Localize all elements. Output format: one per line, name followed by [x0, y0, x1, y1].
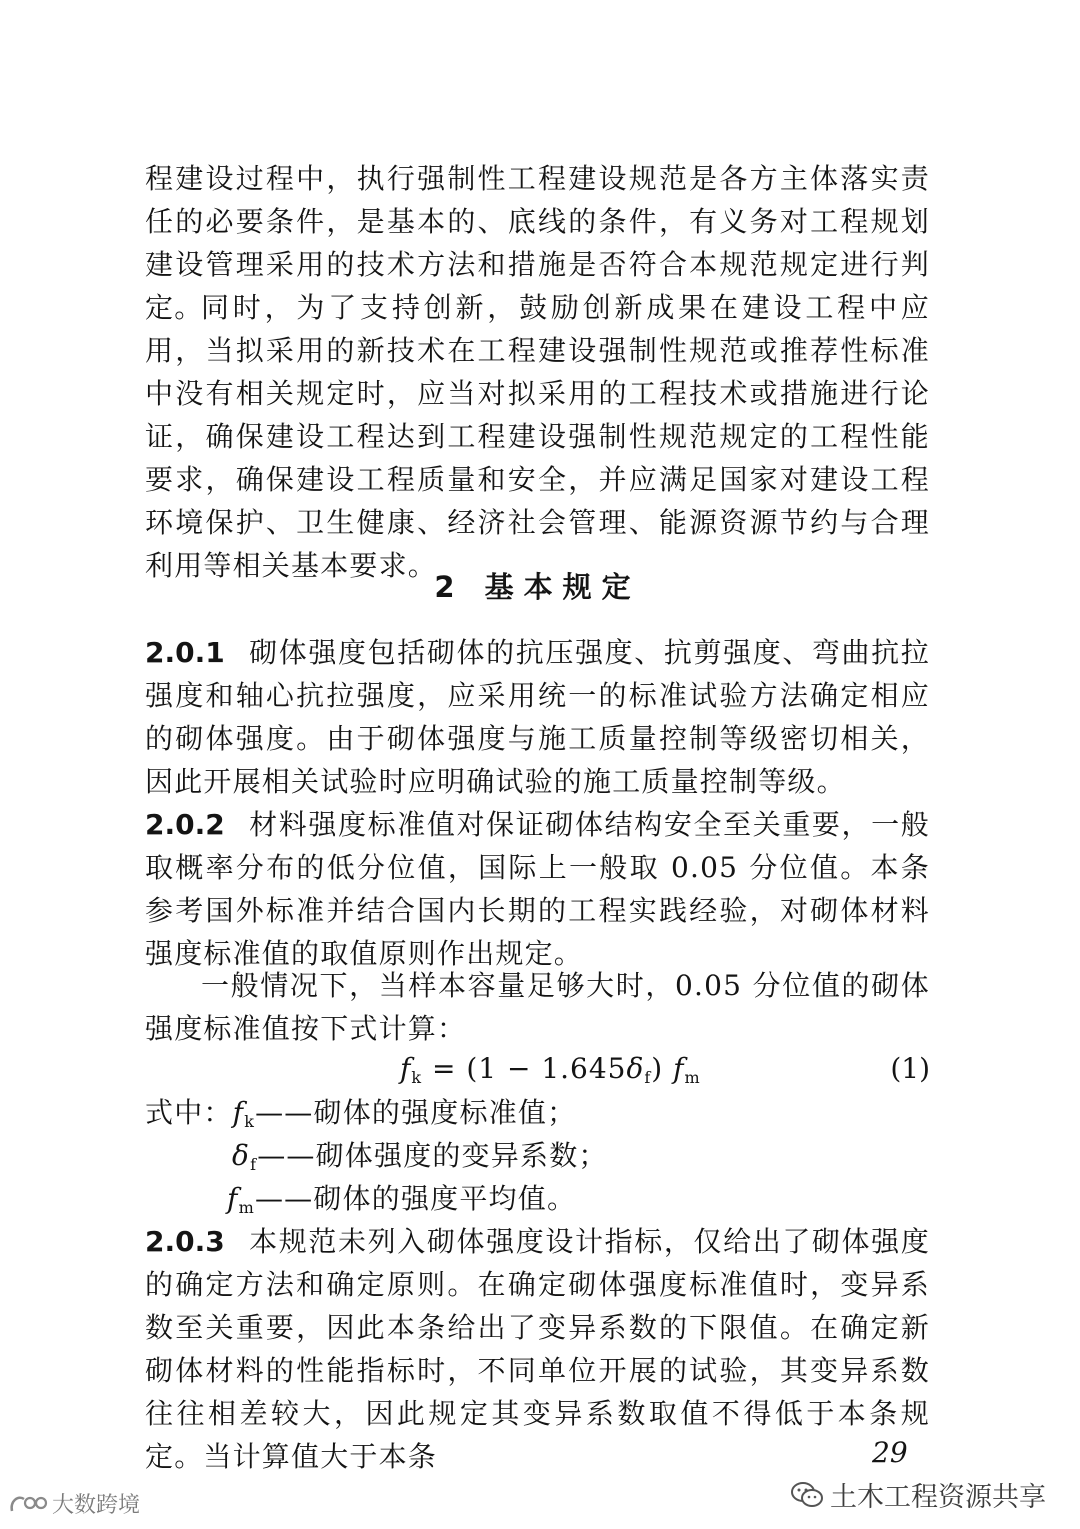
- clause-text: 砌体强度包括砌体的抗压强度、抗剪强度、弯曲抗拉强度和轴心抗拉强度，应采用统一的标准试验方法确定相应的砌体强度。由于砌体强度与施工质量控制等级密切相关，因此开展相关试验时应明确试验的施工质量控制等级。: [145, 636, 930, 798]
- clause-text: 材料强度标准值对保证砌体结构安全至关重要，一般取概率分布的低分位值，国际上一般取 0.05 分位值。本条参考国外标准并结合国内长期的工程实践经验，对砌体材料强度标准值的取值原则作出规定。: [145, 808, 930, 970]
- page-number: 29: [872, 1436, 908, 1469]
- definition-line: 式中：$f_k——$砌体的强度标准值；: [145, 1096, 577, 1131]
- formula-number: (1): [890, 1052, 930, 1085]
- formula-intro: 一般情况下，当样本容量足够大时，0.05 分位值的砌体强度标准值按下式计算：: [145, 969, 930, 1045]
- wechat-icon: [790, 1480, 824, 1510]
- definition-line: $\delta_f——$砌体强度的变异系数；: [232, 1139, 608, 1174]
- formula-1: [145, 1047, 930, 1090]
- intro-paragraph-2: 同时，为了支持创新，鼓励创新成果在建设工程中应用，当拟采用的新技术在工程建设强制性规范或推荐性标准中没有相关规定时，应当对拟采用的工程技术或措施进行论证，确保建设工程达到工程建设强制性规范规定的工程性能要求，确保建设工程质量和安全，并应满足国家对建设工程环境保护、卫生健康、经济社会管理、能源资源节约与合理利用等相关基本要求。: [145, 291, 930, 582]
- clause-2-0-1: [145, 631, 930, 803]
- watermark-channel: [790, 1475, 1046, 1514]
- clause-number: 2.0.1: [145, 636, 225, 669]
- intro-paragraph-1: 程建设过程中，执行强制性工程建设规范是各方主体落实责任的必要条件，是基本的、底线的条件，有义务对工程规划建设管理采用的技术方法和措施是否符合本规范规定进行判定。: [145, 162, 930, 324]
- clause-number: 2.0.3: [145, 1225, 225, 1258]
- definition-prefix: 式中：: [145, 1096, 233, 1129]
- brand-logo-icon: [8, 1491, 48, 1517]
- clause-text: 本规范未列入砌体强度设计指标，仅给出了砌体强度的确定方法和确定原则。在确定砌体强度标准值时，变异系数至关重要，因此本条给出了变异系数的下限值。在确定新砌体材料的性能指标时，不同单位开展的试验，其变异系数往往相差较大，因此规定其变异系数取值不得低于本条规定。当计算值大于本条: [145, 1225, 930, 1473]
- watermark-brand: [8, 1488, 140, 1519]
- clause-2-0-2: [145, 803, 930, 975]
- clause-number: 2.0.2: [145, 808, 225, 841]
- clause-2-0-3: [145, 1220, 930, 1478]
- watermark-channel-name: 土木工程资源共享: [830, 1482, 1046, 1513]
- watermark-brand-name: 大数跨境: [52, 1493, 141, 1518]
- definition-line: $f_m——$砌体的强度平均值。: [227, 1182, 577, 1217]
- section-heading: 2 基本规定: [434, 570, 641, 604]
- formula-expression: $f_k = (1 - 1.645\delta_f)$ $f_m$: [400, 1052, 701, 1087]
